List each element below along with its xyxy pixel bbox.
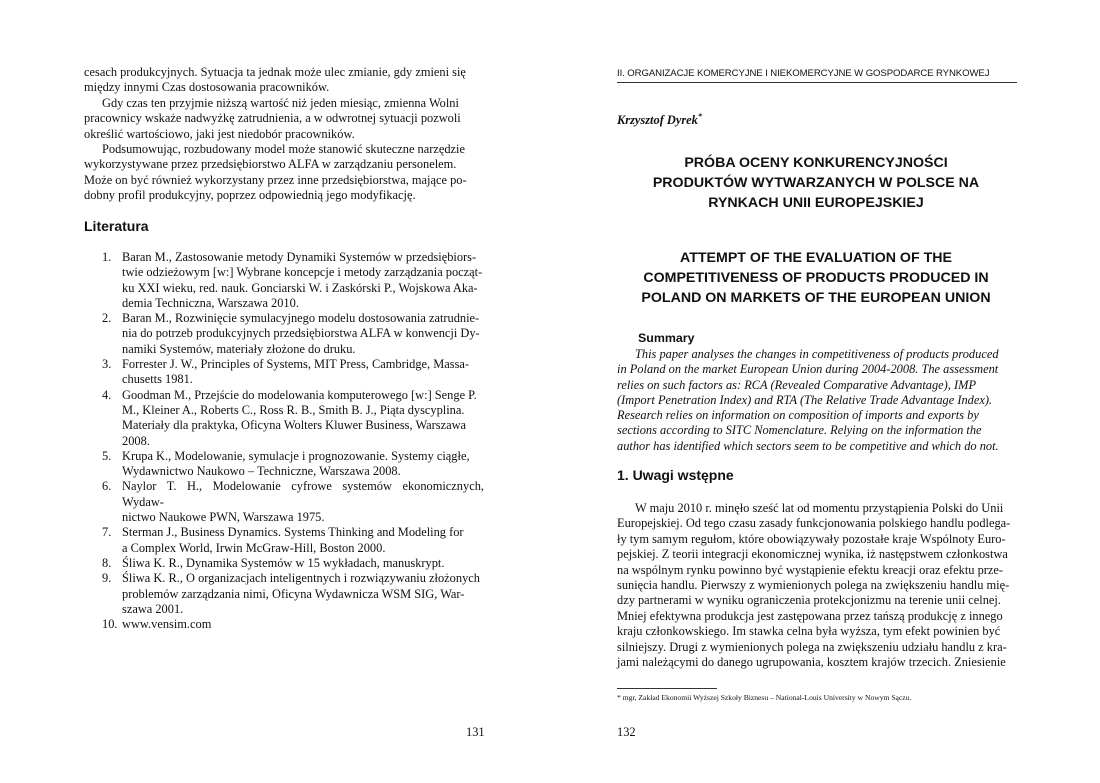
reference-item [84,617,484,632]
reference-line: Krupa K., Modelowanie, symulacje i prognozowanie. Systemy ciągłe, [122,448,470,463]
body-line: na wspólnym rynku powinno być wystąpienie efektu kreacji oraz efektu prze- [617,562,1004,577]
reference-number: 10. [102,617,118,632]
reference-line: nia do potrzeb produkcyjnych przedsiębiorstwa ALFA w konwencji Dy- [122,326,480,341]
reference-line: 2008. [122,433,150,448]
intro-paragraph-2 [84,96,484,142]
reference-number: 8. [102,555,112,570]
intro-paragraph-3 [84,142,484,203]
reference-line: chusetts 1981. [122,372,193,387]
reference-line: szawa 2001. [122,601,184,616]
author-name [617,112,702,128]
page-number-right: 132 [617,725,636,739]
body-line: dzy partnerami w wyniku ograniczenia protekcjonizmu na terenie unii celnej. [617,593,1001,608]
text-line: Podsumowując, rozbudowany model może stanowić skuteczne narzędzie [102,142,465,156]
summary-line: author has identified which sectors seem to be competitive and which do not. [617,438,999,453]
footnote-divider [617,688,717,689]
text-line: dobny profil produkcyjny, poprzez odpowiednią jego modyfikację. [84,187,416,202]
reference-line: ku XXI wieku, red. nauk. Gonciarski W. i Zaskórski P., Wojskowa Aka- [122,280,478,295]
intro-paragraph-1 [84,65,484,96]
reference-item [84,571,484,617]
body-line: W maju 2010 r. minęło sześć lat od momentu przystąpienia Polski do Unii [635,501,1004,515]
reference-line: Forrester J. W., Principles of Systems, MIT Press, Cambridge, Massa- [122,357,470,372]
reference-number: 5. [102,448,112,463]
body-line: silniejszy. Drugi z wymienionych polega na zwiększeniu udziału handlu z kra- [617,639,1007,654]
title-line: PRODUKTÓW WYTWARZANYCH W POLSCE NA [652,175,980,191]
summary-line: This paper analyses the changes in competitiveness of products produced [635,347,999,361]
polish-title [600,153,1032,213]
text-line: Gdy czas ten przyjmie niższą wartość niż jeden miesiąc, zmienna Wolni [102,96,459,110]
text-line: określić wartościowo, jaki jest niedobór pracowników. [84,126,355,141]
reference-number: 7. [102,525,112,540]
reference-line: Baran M., Rozwinięcie symulacyjnego modelu dostosowania zatrudnie- [122,311,480,326]
reference-item [84,479,484,525]
summary-line: Research relies on information on composition of imports and exports by [617,408,979,423]
summary-line: sections according to SITC Nomenclature. Relying on the information the [617,423,982,438]
body-line: sunięcia handlu. Pierwszy z wymienionych polega na zwiększeniu handlu mię- [617,578,1010,593]
reference-line: Sterman J., Business Dynamics. Systems Thinking and Modeling for [122,525,464,540]
reference-number: 9. [102,571,112,586]
summary-text [617,347,1017,454]
title-line: COMPETITIVENESS OF PRODUCTS PRODUCED IN [643,270,989,286]
reference-line: Goodman M., Przejście do modelowania komputerowego [w:] Senge P. [122,387,477,402]
reference-item [84,556,484,571]
summary-heading: Summary [638,331,695,345]
reference-line: Naylor T. H., Modelowanie cyfrowe systemów ekonomicznych, Wydaw- [122,479,484,509]
body-line: pejskiej. Z teorii integracji ekonomicznej wynika, iż następstwem członkostwa [617,547,1008,562]
reference-line: Materiały dla praktyka, Oficyna Wolters Kluwer Business, Warszawa [122,418,467,433]
reference-number: 6. [102,479,112,494]
reference-item [84,525,484,556]
text-line: cesach produkcyjnych. Sytuacja ta jednak może ulec zmianie, gdy zmieni się [84,65,466,79]
reference-line: twie odzieżowym [w:] Wybrane koncepcje i metody zarządzania począt- [122,265,483,280]
reference-line: Śliwa K. R., O organizacjach inteligentnych i rozwiązywaniu złożonych [122,571,480,586]
reference-number: 1. [102,250,112,264]
title-line: RYNKACH UNII EUROPEJSKIEJ [708,195,924,211]
reference-line: Śliwa K. R., Dynamika Systemów w 15 wykładach, manuskrypt. [122,555,445,570]
footnote: * mgr, Zakład Ekonomii Wyższej Szkoły Biznesu – National-Louis University w Nowym Sączu. [617,693,912,702]
reference-item [84,250,484,311]
body-line: kraju członkowskiego. Im stawka celna była wyższa, tym efekt powinien być [617,624,1001,639]
reference-line: M., Kleiner A., Roberts C., Ross R. B., Smith B. J., Piąta dyscyplina. [122,402,465,417]
summary-line: (Import Penetration Index) and RTA (The Relative Trade Advantage Index). [617,392,993,407]
reference-line: a Complex World, Irwin McGraw-Hill, Boston 2000. [122,540,386,555]
reference-line: namiki Systemów, materiały złożone do druku. [122,341,356,356]
body-line: Europejskiej. Od tego czasu zasady funkcjonowania polskiego handlu podlega- [617,516,1011,531]
text-line: między innymi Czas dostosowania pracowników. [84,80,330,95]
title-line: PRÓBA OCENY KONKURENCYJNOŚCI [684,155,948,171]
text-line: wykorzystywane przez przedsiębiorstwo ALFA w zarządzaniu personelem. [84,157,457,172]
body-text [617,501,1017,670]
title-line: ATTEMPT OF THE EVALUATION OF THE [680,250,952,266]
reference-line: demia Techniczna, Warszawa 2010. [122,295,299,310]
body-line: Mniej efektywna produkcja jest zastępowana przez tańszą produkcję z innego [617,608,1003,623]
author-text: Krzysztof Dyrek [617,113,698,128]
page-number-left: 131 [466,725,485,739]
reference-line: problemów zarządzania nimi, Oficyna Wydawnicza WSM SIG, War- [122,586,465,601]
reference-number: 3. [102,357,112,372]
reference-item [84,449,484,480]
summary-line: in Poland on the market European Union during 2004-2008. The assessment [617,362,999,377]
text-line: Może on być również wykorzystany przez inne przedsiębiorstwa, mające po- [84,172,467,187]
section-heading: 1. Uwagi wstępne [617,467,734,483]
reference-number: 4. [102,387,112,402]
english-title [600,248,1032,308]
text-line: pracownicy wskaże nadwyżkę zatrudnienia, a w odwrotnej sytuacji pozwoli [84,111,461,126]
reference-line: www.vensim.com [122,617,212,632]
running-header: II. ORGANIZACJE KOMERCYJNE I NIEKOMERCYJNE W GOSPODARCE RYNKOWEJ [617,68,1017,83]
reference-number: 2. [102,311,112,326]
title-line: POLAND ON MARKETS OF THE EUROPEAN UNION [641,290,991,306]
reference-item [84,311,484,357]
author-footnote-mark: * [697,112,702,121]
literature-heading: Literatura [84,218,149,234]
reference-item [84,388,484,449]
body-line: jami należącymi do danego ugrupowania, kosztem krajów trzecich. Zniesienie [617,655,1006,670]
reference-line: Baran M., Zastosowanie metody Dynamiki Systemów w przedsiębiors- [122,250,477,264]
reference-item [84,357,484,388]
reference-list [84,250,484,632]
body-line: ły tym samym regułom, które obowiązywały pozostałe kraje Wspólnoty Euro- [617,531,1006,546]
summary-line: relies on such factors as: RCA (Revealed Comparative Advantage), IMP [617,377,977,392]
reference-line: nictwo Naukowe PWN, Warszawa 1975. [122,510,325,525]
reference-line: Wydawnictwo Naukowo – Techniczne, Warszawa 2008. [122,464,401,479]
